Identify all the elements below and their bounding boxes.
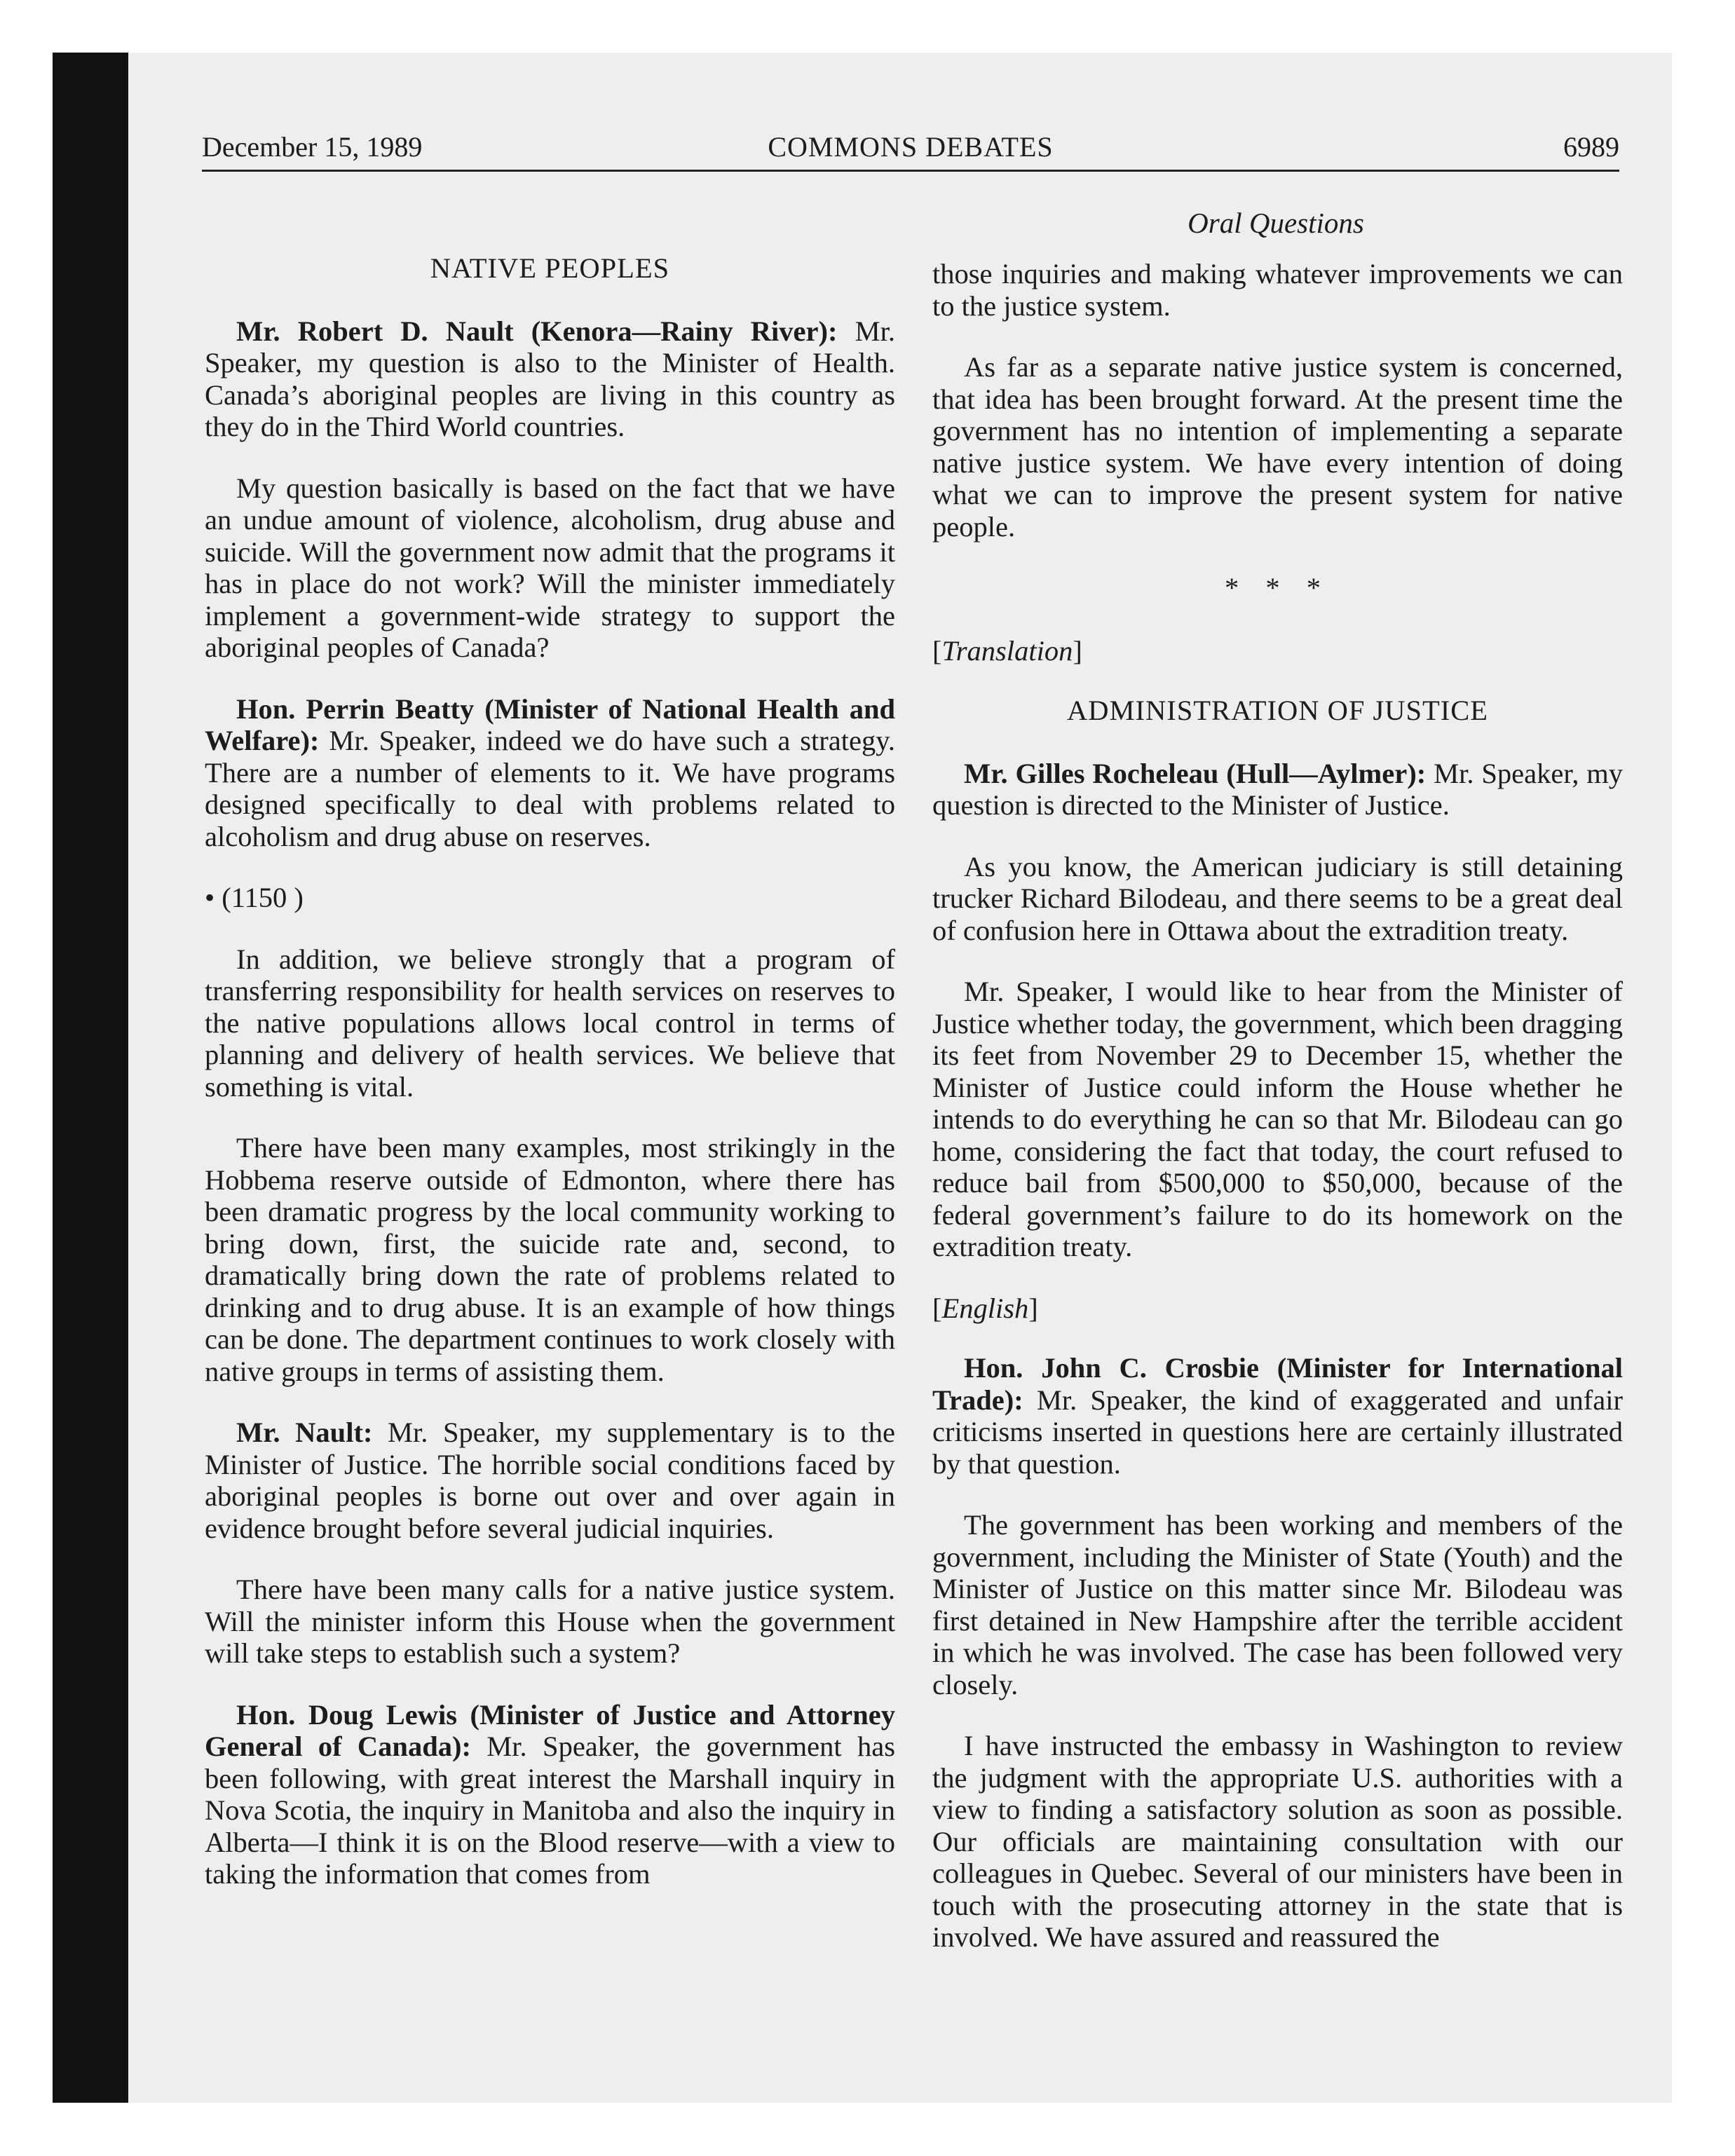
paragraph [932, 758, 1623, 821]
paragraph [205, 1417, 895, 1544]
language-tag-translation: [Translation] [932, 634, 1082, 667]
paragraph [205, 315, 895, 443]
paragraph: As far as a separate native justice system is concerned, that idea has been brought forward. At the present time the government has no intention of implementing a separate native justice system. We have every intention of doing what we can to improve the present system for native people. [932, 351, 1623, 543]
paragraph: The government has been working and members of the government, including the Minister of State (Youth) and the Minister of Justice on this matter since Mr. Bilodeau was first detained in New Hampshire after the terrible accident in which he was involved. The case has been followed very closely. [932, 1509, 1623, 1700]
binding-edge [53, 53, 128, 2103]
paragraph: As you know, the American judiciary is still detaining trucker Richard Bilodeau, and there seems to be a great deal of confusion here in Ottawa about the extradition treaty. [932, 850, 1623, 946]
speaker-name: Mr. Gilles Rocheleau (Hull—Aylmer): [964, 757, 1427, 789]
paragraph [205, 1699, 895, 1890]
speech-text: Mr. Speaker, the kind of exaggerated and unfair criticisms inserted in questions here are certainly illustrated by that question. [932, 1384, 1623, 1480]
running-head: Oral Questions [1188, 207, 1364, 239]
language-tag-text: English [941, 1292, 1029, 1324]
page-header [202, 126, 1619, 168]
right-column [932, 258, 1623, 1983]
paragraph: My question basically is based on the fact that we have an undue amount of violence, alcoholism, drug abuse and suicide. Will the government now admit that the programs it has in place do not work? Will the minister immediately implement a government-wide strategy to support the aboriginal peoples of Canada? [205, 472, 895, 663]
language-tag-english: [English] [932, 1292, 1038, 1324]
paragraph [932, 1352, 1623, 1480]
header-page-number: 6989 [1563, 131, 1619, 163]
speech-text: Mr. Speaker, my question is directed to the Minister of Justice. [932, 757, 1623, 821]
header-rule [202, 170, 1619, 172]
speech-text: Mr. Speaker, indeed we do have such a strategy. There are a number of elements to it. We have programs designed specifically to deal with problems related to alcoholism and drug abuse on reserves. [205, 725, 895, 852]
header-date: December 15, 1989 [202, 131, 423, 163]
paragraph: those inquiries and making whatever improvements we can to the justice system. [932, 258, 1623, 322]
section-heading-administration-of-justice: ADMINISTRATION OF JUSTICE [1066, 695, 1489, 726]
section-divider-stars: * * * [1225, 572, 1331, 603]
speech-text: Mr. Speaker, the government has been following, with great interest the Marshall inquiry in Nova Scotia, the inquiry in Manitoba and also the inquiry in Alberta—I think it is on the Blood reserve—with a view to taking the information that comes from [205, 1731, 895, 1890]
left-column [205, 252, 895, 1920]
speaker-name: Hon. Doug Lewis (Minister of Justice and Attorney General of Canada): [205, 1698, 895, 1762]
speaker-name: Mr. Nault: [236, 1417, 373, 1448]
speech-text: Mr. Speaker, my supplementary is to the Minister of Justice. The horrible social conditions faced by aboriginal peoples is borne out over and over again in evidence brought before several judicial inquiries. [205, 1417, 895, 1544]
paragraph: I have instructed the embassy in Washington to review the judgment with the appropriate U.S. authorities with a view to finding a satisfactory solution as soon as possible. Our officials are maintaining consultation with our colleagues in Quebec. Several of our ministers have been in touch with the prosecuting attorney in the state that is involved. We have assured and reassured the [932, 1730, 1623, 1953]
paragraph: Mr. Speaker, I would like to hear from the Minister of Justice whether today, the government, which been dragging its feet from November 29 to December 15, whether the Minister of Justice could inform the House whether he intends to do everything he can so that Mr. Bilodeau can go home, considering the fact that today, the court refused to reduce bail from $500,000 to $50,000, because of the federal government’s failure to do its homework on the extradition treaty. [932, 976, 1623, 1262]
speaker-name: Hon. John C. Crosbie (Minister for International Trade): [932, 1352, 1623, 1416]
section-heading-native-peoples: NATIVE PEOPLES [430, 252, 670, 284]
header-journal-title: COMMONS DEBATES [768, 131, 1054, 163]
paragraph: There have been many examples, most strikingly in the Hobbema reserve outside of Edmonton, where there has been dramatic progress by the local community working to bring down, first, the suicide rate and, second, to dramatically bring down the rate of problems related to drinking and to drug abuse. It is an example of how things can be done. The department continues to work closely with native groups in terms of assisting them. [205, 1132, 895, 1387]
paragraph [205, 693, 895, 853]
language-tag-text: Translation [941, 634, 1073, 667]
speech-text: Mr. Speaker, my question is also to the Minister of Health. Canada’s aboriginal peoples are living in this country as they do in the Third World countries. [205, 315, 895, 442]
speaker-name: Hon. Perrin Beatty (Minister of National Health and Welfare): [205, 692, 895, 756]
paragraph: In addition, we believe strongly that a program of transferring responsibility for health services on reserves to the native populations allows local control in terms of planning and delivery of health services. We believe that something is vital. [205, 943, 895, 1103]
paragraph: There have been many calls for a native justice system. Will the minister inform this House when the government will take steps to establish such a system? [205, 1574, 895, 1669]
speaker-name: Mr. Robert D. Nault (Kenora—Rainy River): [236, 315, 838, 347]
time-marker: • (1150 ) [205, 882, 304, 913]
